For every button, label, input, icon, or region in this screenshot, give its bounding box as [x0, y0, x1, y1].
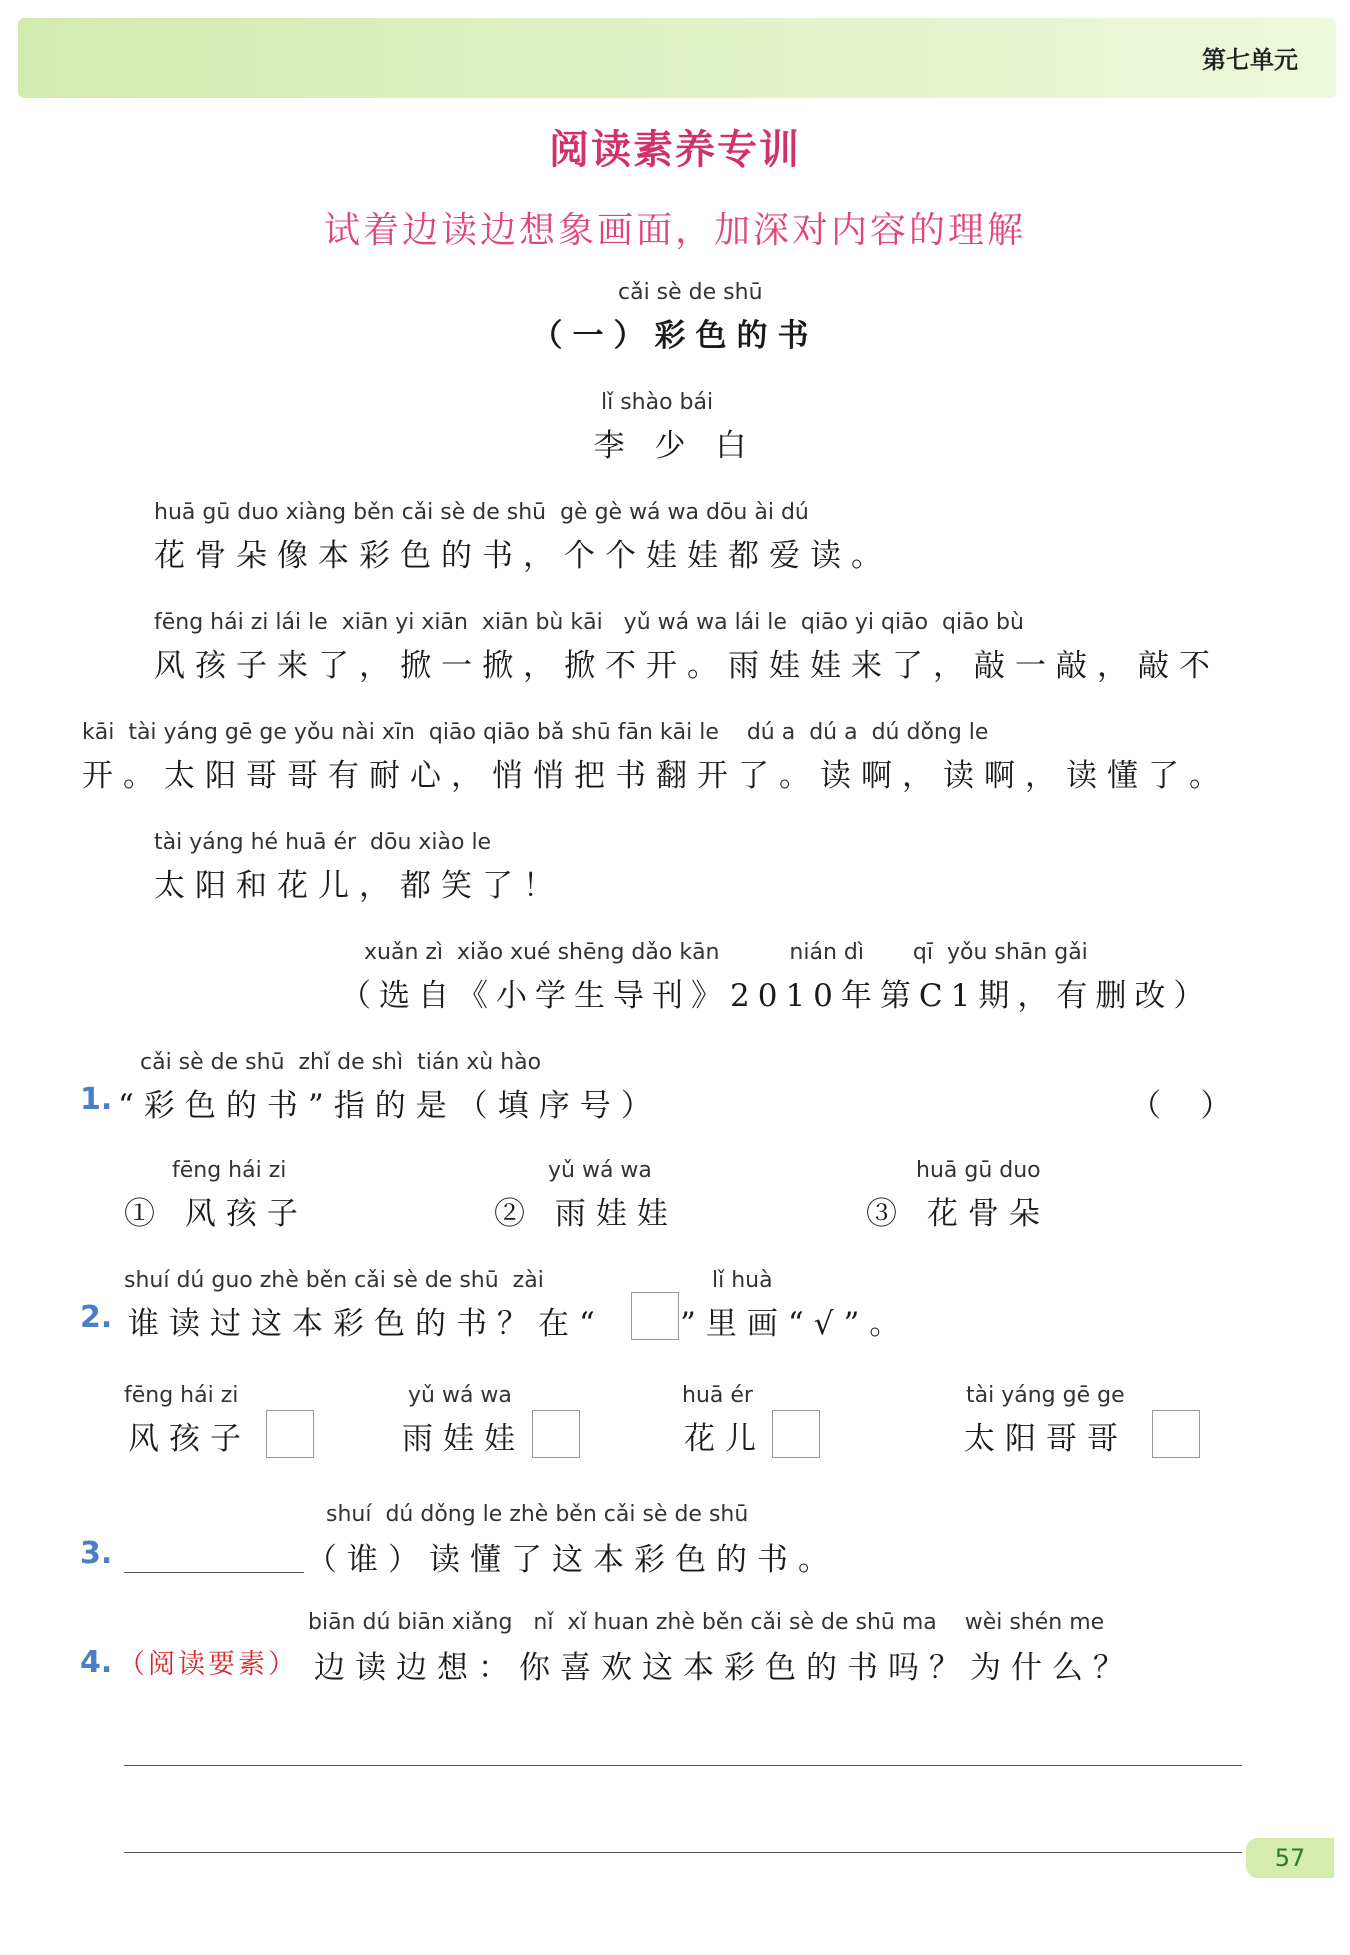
q4-number: 4.	[80, 1645, 113, 1680]
article-line: 风孩子来了，掀一掀，掀不开。雨娃娃来了，敲一敲，敲不	[154, 648, 1220, 684]
article-title: （一）彩色的书	[531, 318, 819, 354]
q4-pinyin: biān dú biān xiǎng nǐ xǐ huan zhè běn cǎi sè de shū ma wèi shén me	[308, 1610, 1105, 1635]
q2-option-label: 雨娃娃	[402, 1421, 525, 1457]
q3-number: 3.	[80, 1536, 113, 1571]
q2-option-label: 花儿	[684, 1421, 766, 1457]
q1-option: ① 风孩子	[124, 1196, 308, 1232]
q1-option-pinyin: yǔ wá wa	[548, 1158, 652, 1183]
q1-option-pinyin: huā gū duo	[916, 1158, 1041, 1183]
article-line-pinyin: fēng hái zi lái le xiān yi xiān xiān bù kāi yǔ wá wa lái le qiāo yi qiāo qiāo bù	[154, 610, 1024, 635]
q2-number: 2.	[80, 1300, 113, 1335]
q2-pinyin: lǐ huà	[712, 1268, 773, 1293]
q2-option-label: 太阳哥哥	[964, 1421, 1128, 1457]
article-line: 太阳和花儿，都笑了！	[154, 868, 564, 904]
q1-option-pinyin: fēng hái zi	[172, 1158, 287, 1183]
article-line-pinyin: tài yáng hé huā ér dōu xiào le	[154, 830, 492, 855]
article-line: 花骨朵像本彩色的书，个个娃娃都爱读。	[154, 538, 892, 574]
q1-answer-blank[interactable]: （ ）	[1130, 1088, 1232, 1124]
q2-inline-checkbox	[631, 1292, 679, 1340]
q2-option-pinyin: huā ér	[682, 1383, 753, 1408]
article-line-pinyin: huā gū duo xiàng běn cǎi sè de shū gè gè wá wa dōu ài dú	[154, 500, 809, 525]
q4-tag-text: （阅读要素）	[118, 1649, 298, 1680]
q2-checkbox[interactable]	[532, 1410, 580, 1458]
q4-text: 边读边想：你喜欢这本彩色的书吗？为什么？	[314, 1650, 1134, 1686]
article-line: 开。太阳哥哥有耐心，悄悄把书翻开了。读啊，读啊，读懂了。	[82, 758, 1230, 794]
page-title: 阅读素养专训	[549, 127, 801, 173]
q3-text: （谁）读懂了这本彩色的书。	[306, 1542, 839, 1578]
q2-text-part1: 谁读过这本彩色的书？在“	[128, 1306, 605, 1342]
q2-option-pinyin: tài yáng gē ge	[966, 1383, 1125, 1408]
source-citation: （选自《小学生导刊》2010年第C1期，有删改）	[340, 978, 1213, 1014]
q2-pinyin: shuí dú guo zhè běn cǎi sè de shū zài	[124, 1268, 544, 1293]
q2-option-pinyin: fēng hái zi	[124, 1383, 239, 1408]
q2-checkbox[interactable]	[266, 1410, 314, 1458]
q3-answer-line[interactable]	[124, 1572, 304, 1573]
q1-text: “彩色的书”指的是（填序号）	[118, 1088, 662, 1124]
page-number: 57	[1246, 1838, 1334, 1878]
q3-pinyin: shuí dú dǒng le zhè běn cǎi sè de shū	[326, 1502, 749, 1527]
q4-answer-line[interactable]	[124, 1852, 1242, 1853]
q4-tag	[118, 1642, 298, 1681]
q2-checkbox[interactable]	[1152, 1410, 1200, 1458]
author-pinyin: lǐ shào bái	[601, 390, 714, 415]
q2-option-pinyin: yǔ wá wa	[408, 1383, 512, 1408]
page-subtitle: 试着边读边想象画面，加深对内容的理解	[323, 210, 1026, 251]
q1-option: ② 雨娃娃	[494, 1196, 678, 1232]
article-title-pinyin: cǎi sè de shū	[618, 280, 763, 305]
unit-label: 第七单元	[1202, 46, 1298, 74]
q1-option: ③ 花骨朵	[866, 1196, 1050, 1232]
q4-answer-line[interactable]	[124, 1765, 1242, 1766]
q2-text-part2: ”里画“√”。	[680, 1306, 911, 1342]
author: 李 少 白	[593, 428, 757, 464]
article-line-pinyin: kāi tài yáng gē ge yǒu nài xīn qiāo qiāo bǎ shū fān kāi le dú a dú a dú dǒng le	[82, 720, 989, 745]
header-banner	[18, 18, 1336, 98]
q2-option-label: 风孩子	[128, 1421, 251, 1457]
q1-number: 1.	[80, 1082, 113, 1117]
q2-checkbox[interactable]	[772, 1410, 820, 1458]
source-pinyin: xuǎn zì xiǎo xué shēng dǎo kān nián dì qī yǒu shān gǎi	[364, 940, 1088, 965]
q1-pinyin: cǎi sè de shū zhǐ de shì tián xù hào	[140, 1050, 542, 1075]
